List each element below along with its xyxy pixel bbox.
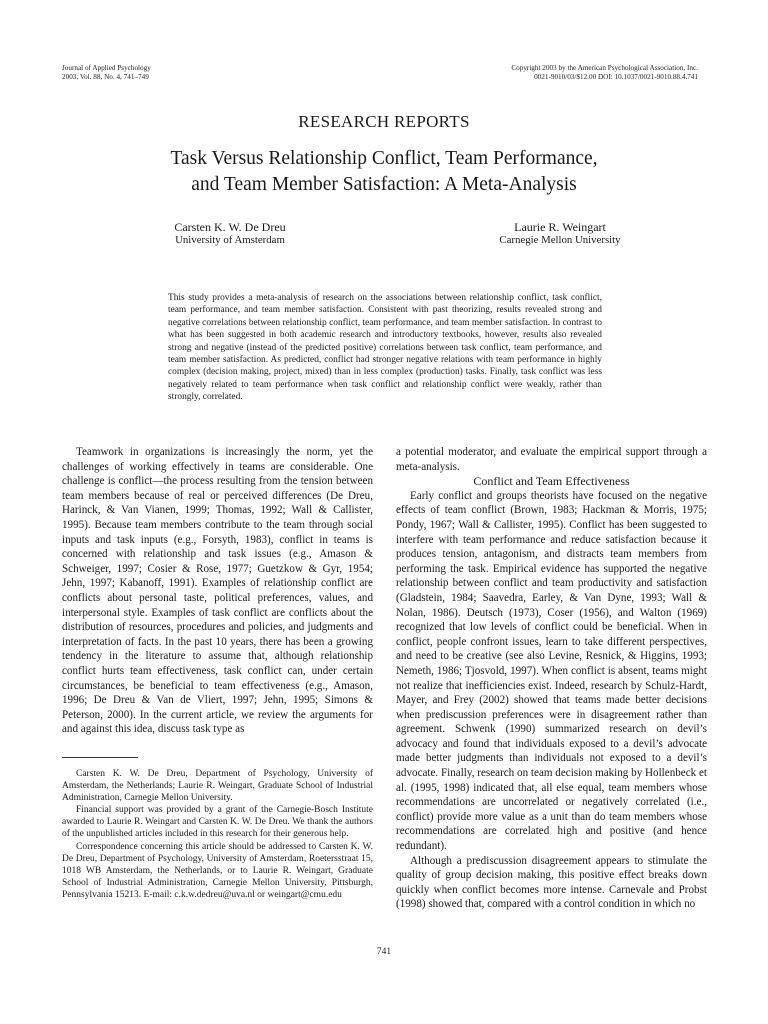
footnote-affiliations: Carsten K. W. De Dreu, Department of Psychology, University of Amsterdam, the Netherlands; Laurie R. Weingart, Graduate School of Industrial Administration, Carnegie Mellon University. [62,769,373,804]
author-affiliation: Carnegie Mellon University [499,234,621,246]
journal-name: Journal of Applied Psychology [62,64,151,72]
body-column-left [62,445,373,737]
page-number: 741 [376,947,392,957]
doi-line: 0021-9010/03/$12.00 DOI: 10.1037/0021-9010.88.4.741 [534,73,698,81]
body-paragraph: Although a prediscussion disagreement appears to stimulate the quality of group decision making, this positive effect breaks down quickly when conflict becomes more intense. Carnevale and Probst (1998) showed that, compared with a control condition in which no [396,854,707,911]
body-paragraph: Teamwork in organizations is increasingly the norm, yet the challenges of working effectively in teams are considerable. One challenge is conflict—the process resulting from the tension between team members because of real or perceived differences (De Dreu, Harinck, & Van Vianen, 1999; Thomas, 1992; Wall & Callister, 1995). Because team members contribute to the team through social inputs and task inputs (e.g., Forsyth, 1983), conflict in teams is concerned with relationship and task issues (e.g., Amason & Schweiger, 1997; Cosier & Rose, 1977; Guetzkow & Gyr, 1954; Jehn, 1997; Kabanoff, 1991). Examples of relationship conflict are conflicts about personal taste, political preferences, values, and interpersonal style. Examples of task conflict are conflicts about the distribution of resources, procedures and policies, and judgments and interpretation of facts. In the past 10 years, there has been a growing tendency in the literature to assume that, although relationship conflict hurts team effectiveness, task conflict can, under certain circumstances, be beneficial to team effectiveness (e.g., Amason, 1996; De Dreu & Van de Vliert, 1997; Jehn, 1995; Simons & Peterson, 2000). In the current article, we review the arguments for and against this idea, discuss task type as [62,446,373,736]
body-paragraph: Early conflict and groups theorists have focused on the negative effects of team conflict (Brown, 1983; Hackman & Morris, 1975; Pondy, 1967; Wall & Callister, 1995). Conflict has been suggested to interfere with team performance and reduce satisfaction because it produces tension, antagonism, and distracts team members from performing the task. Empirical evidence has supported the negative relationship between conflict and team productivity and satisfaction (Gladstein, 1984; Saavedra, Earley, & Van Dyne, 1993; Wall & Nolan, 1986). Deutsch (1973), Coser (1956), and Walton (1969) recognized that low levels of conflict could be beneficial. When in conflict, people confront issues, learn to take different perspectives, and need to be creative (see also Levine, Resnick, & Higgins, 1993; Nemeth, 1986; Tjosvold, 1997). When conflict is absent, teams might not realize that inefficiencies exist. Indeed, research by Schulz-Hardt, Mayer, and Frey (2002) showed that teams made better decisions when prediscussion preferences were in disagreement rather than agreement. Schwenk (1990) summarized research on devil’s advocacy and found that individuals exposed to a devil’s advocate made better judgments than individuals not exposed to a devil’s advocate. Finally, research on team decision making by Hollenbeck et al. (1995, 1998) indicated that, all else equal, team members whose recommendations are uncorrelated or negatively correlated (i.e., conflict) provide more value as a unit than do team members whose recommendations are correlated high and positive (and hence redundant). [396,489,707,853]
author-footnotes [62,768,373,901]
author-name: Carsten K. W. De Dreu [174,220,286,234]
journal-citation [62,64,151,82]
section-heading: Conflict and Team Effectiveness [473,474,630,489]
body-column-right [396,445,707,912]
title-line-2: and Team Member Satisfaction: A Meta-Analysis [191,174,577,195]
section-label: RESEARCH REPORTS [298,112,470,131]
footnote-funding: Financial support was provided by a grant of the Carnegie-Bosch Institute awarded to Laurie R. Weingart and Carsten K. W. De Dreu. We thank the authors of the unpublished articles included in this research for their generous help. [62,805,373,840]
copyright-notice [511,64,698,82]
footnote-divider [62,757,138,758]
footnote-correspondence: Correspondence concerning this article should be addressed to Carsten K. W. De Dreu, Department of Psychology, University of Amsterdam, Roetersstraat 15, 1018 WB Amsterdam, the Netherlands, or to Laurie R. Weingart, Graduate School of Industrial Administration, Carnegie Mellon University, Pittsburgh, Pennsylvania 15213. E-mail: c.k.w.dedreu@uva.nl or weingart@cmu.edu [62,841,373,900]
author-block-2 [460,221,660,247]
article-title [60,146,708,198]
author-block-1 [140,221,320,247]
body-paragraph-continued: a potential moderator, and evaluate the empirical support through a meta-analysis. [396,446,707,473]
copyright-line: Copyright 2003 by the American Psychological Association, Inc. [511,64,698,72]
author-name: Laurie R. Weingart [514,220,606,234]
title-line-1: Task Versus Relationship Conflict, Team Performance, [170,148,598,169]
author-affiliation: University of Amsterdam [175,234,285,246]
abstract: This study provides a meta-analysis of research on the associations between relationship conflict, task conflict, team performance, and team member satisfaction. Consistent with past theorizing, results revealed strong and negative correlations between relationship conflict, team performance, and team member satisfaction. In contrast to what has been suggested in both academic research and introductory textbooks, however, results also revealed strong and negative (instead of the predicted positive) correlations between task conflict, team performance, and team member satisfaction. As predicted, conflict had stronger negative relations with team performance in highly complex (decision making, project, mixed) than in less complex (production) tasks. Finally, task conflict was less negatively related to team performance when task conflict and relationship conflict were weakly, rather than strongly, correlated. [168,293,602,403]
journal-volume: 2003, Vol. 88, No. 4, 741–749 [62,73,149,81]
